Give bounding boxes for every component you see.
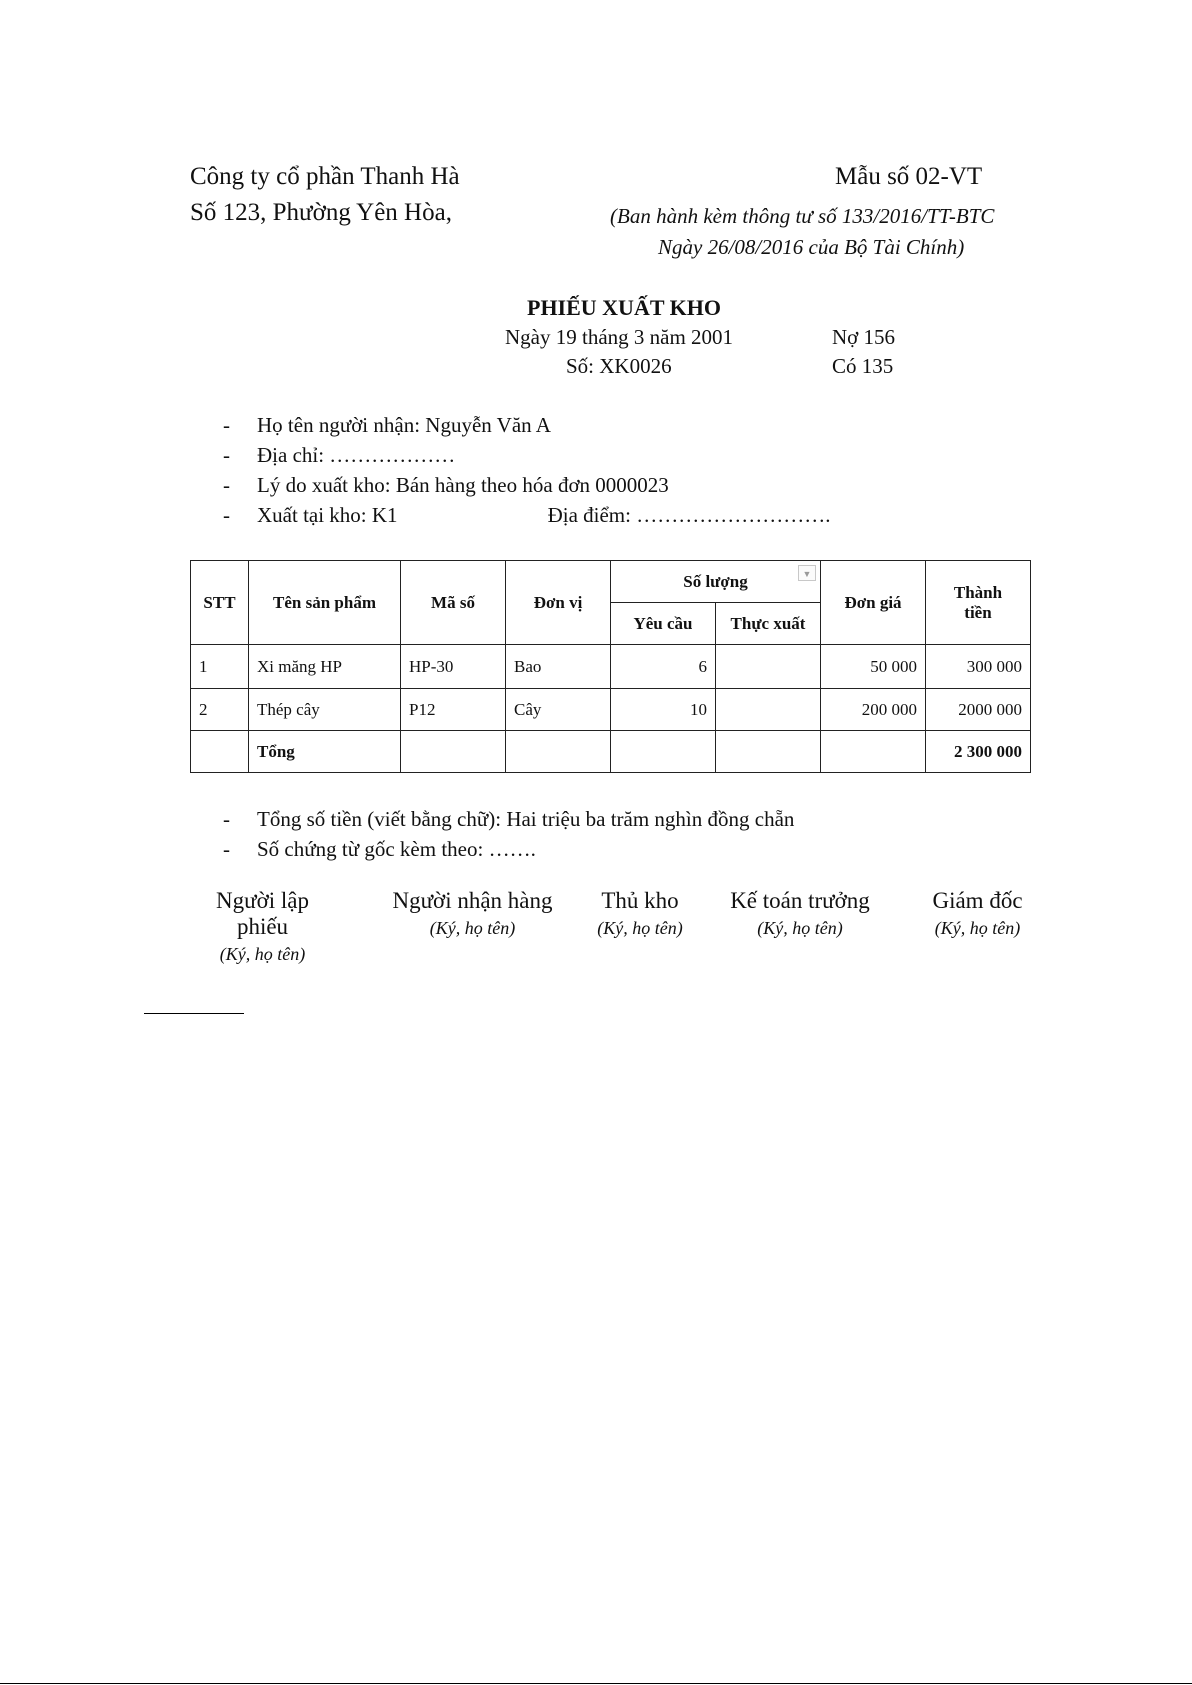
col-unit: Đơn vị <box>506 561 611 645</box>
col-stt: STT <box>191 561 249 645</box>
cell-code: HP-30 <box>401 645 506 689</box>
col-unit-price: Đơn giá <box>821 561 926 645</box>
signature-note: (Ký, họ tên) <box>597 918 683 938</box>
signature-title: Người lập phiếu <box>216 888 309 939</box>
signature-title: Giám đốc <box>932 888 1023 913</box>
items-table <box>190 560 1031 773</box>
form-code: Mẫu số 02-VT <box>835 163 983 190</box>
col-actual: Thực xuất <box>716 603 821 645</box>
bullet-dash: - <box>223 442 230 467</box>
signature-preparer <box>190 888 335 965</box>
company-address: Số 123, Phường Yên Hòa, <box>190 199 452 226</box>
reason-text: Lý do xuất kho: Bán hàng theo hóa đơn 0000023 <box>257 472 669 497</box>
quantity-label: Số lượng <box>683 571 748 591</box>
company-name: Công ty cổ phần Thanh Hà <box>190 163 460 190</box>
amount-words-text: Tổng số tiền (viết bằng chữ): Hai triệu ba trăm nghìn đồng chẵn <box>257 806 795 831</box>
signature-director <box>925 888 1030 939</box>
signature-note: (Ký, họ tên) <box>429 918 516 938</box>
amount-label-2: tiền <box>964 602 992 622</box>
cell-unit: Bao <box>506 645 611 689</box>
location-text: Địa điểm: ………………………. <box>547 502 831 527</box>
col-requested: Yêu cầu <box>611 603 716 645</box>
total-amount: 2 300 000 <box>926 731 1031 773</box>
signature-note: (Ký, họ tên) <box>757 918 843 938</box>
signature-note: (Ký, họ tên) <box>934 918 1021 938</box>
attached-docs-text: Số chứng từ gốc kèm theo: ……. <box>257 836 536 861</box>
signature-note: (Ký, họ tên) <box>219 944 306 964</box>
signature-title: Thủ kho <box>601 888 679 913</box>
cell-actual <box>716 689 821 731</box>
signature-title: Kế toán trưởng <box>730 888 870 913</box>
cell-price: 50 000 <box>821 645 926 689</box>
total-label: Tổng <box>249 731 401 773</box>
field-address <box>223 440 830 470</box>
signature-receiver <box>390 888 555 939</box>
debit-account: Nợ 156 <box>832 325 896 349</box>
field-warehouse <box>223 500 830 530</box>
bullet-dash: - <box>223 472 230 497</box>
cell-empty <box>821 731 926 773</box>
credit-account: Có 135 <box>832 354 894 378</box>
summary-fields <box>223 804 794 864</box>
cell-empty <box>611 731 716 773</box>
cell-actual <box>716 645 821 689</box>
cell-empty <box>506 731 611 773</box>
cell-requested: 6 <box>611 645 716 689</box>
total-row <box>191 731 1031 773</box>
cell-empty <box>401 731 506 773</box>
warehouse-text: Xuất tại kho: K1 <box>257 502 398 527</box>
signature-title: Người nhận hàng <box>392 888 553 913</box>
document-date: Ngày 19 tháng 3 năm 2001 <box>505 325 734 349</box>
cell-amount: 2000 000 <box>926 689 1031 731</box>
col-code: Mã số <box>401 561 506 645</box>
field-recipient <box>223 410 830 440</box>
cell-empty <box>716 731 821 773</box>
cell-stt: 1 <box>191 645 249 689</box>
bullet-dash: - <box>223 836 230 861</box>
recipient-text: Họ tên người nhận: Nguyễn Văn A <box>257 412 551 437</box>
col-product-name: Tên sản phẩm <box>249 561 401 645</box>
bullet-dash: - <box>223 806 230 831</box>
page-bottom-border <box>0 1683 1192 1684</box>
table-row <box>191 645 1031 689</box>
field-attached-docs <box>223 834 794 864</box>
bullet-dash: - <box>223 412 230 437</box>
document-title: PHIẾU XUẤT KHO <box>527 295 721 320</box>
cell-price: 200 000 <box>821 689 926 731</box>
document-number: Số: XK0026 <box>566 354 672 378</box>
amount-label-1: Thành <box>953 582 1003 602</box>
cell-code: P12 <box>401 689 506 731</box>
cell-unit: Cây <box>506 689 611 731</box>
col-amount <box>926 561 1031 645</box>
field-amount-words <box>223 804 794 834</box>
cell-empty <box>191 731 249 773</box>
header-row <box>191 561 1031 603</box>
cell-amount: 300 000 <box>926 645 1031 689</box>
signature-chief-accountant <box>725 888 875 939</box>
regulation-line-2: Ngày 26/08/2016 của Bộ Tài Chính) <box>658 235 965 259</box>
cell-name: Thép cây <box>249 689 401 731</box>
cell-requested: 10 <box>611 689 716 731</box>
table-row <box>191 689 1031 731</box>
info-fields <box>223 410 830 530</box>
address-text: Địa chỉ: ……………… <box>257 442 456 467</box>
footnote-separator <box>144 1013 244 1014</box>
dropdown-arrow-icon[interactable]: ▼ <box>798 565 816 581</box>
cell-name: Xi măng HP <box>249 645 401 689</box>
bullet-dash: - <box>223 502 230 527</box>
cell-stt: 2 <box>191 689 249 731</box>
regulation-line-1: (Ban hành kèm thông tư số 133/2016/TT-BTC <box>610 204 995 228</box>
col-quantity <box>611 561 821 603</box>
field-reason <box>223 470 830 500</box>
signature-storekeeper <box>590 888 690 939</box>
